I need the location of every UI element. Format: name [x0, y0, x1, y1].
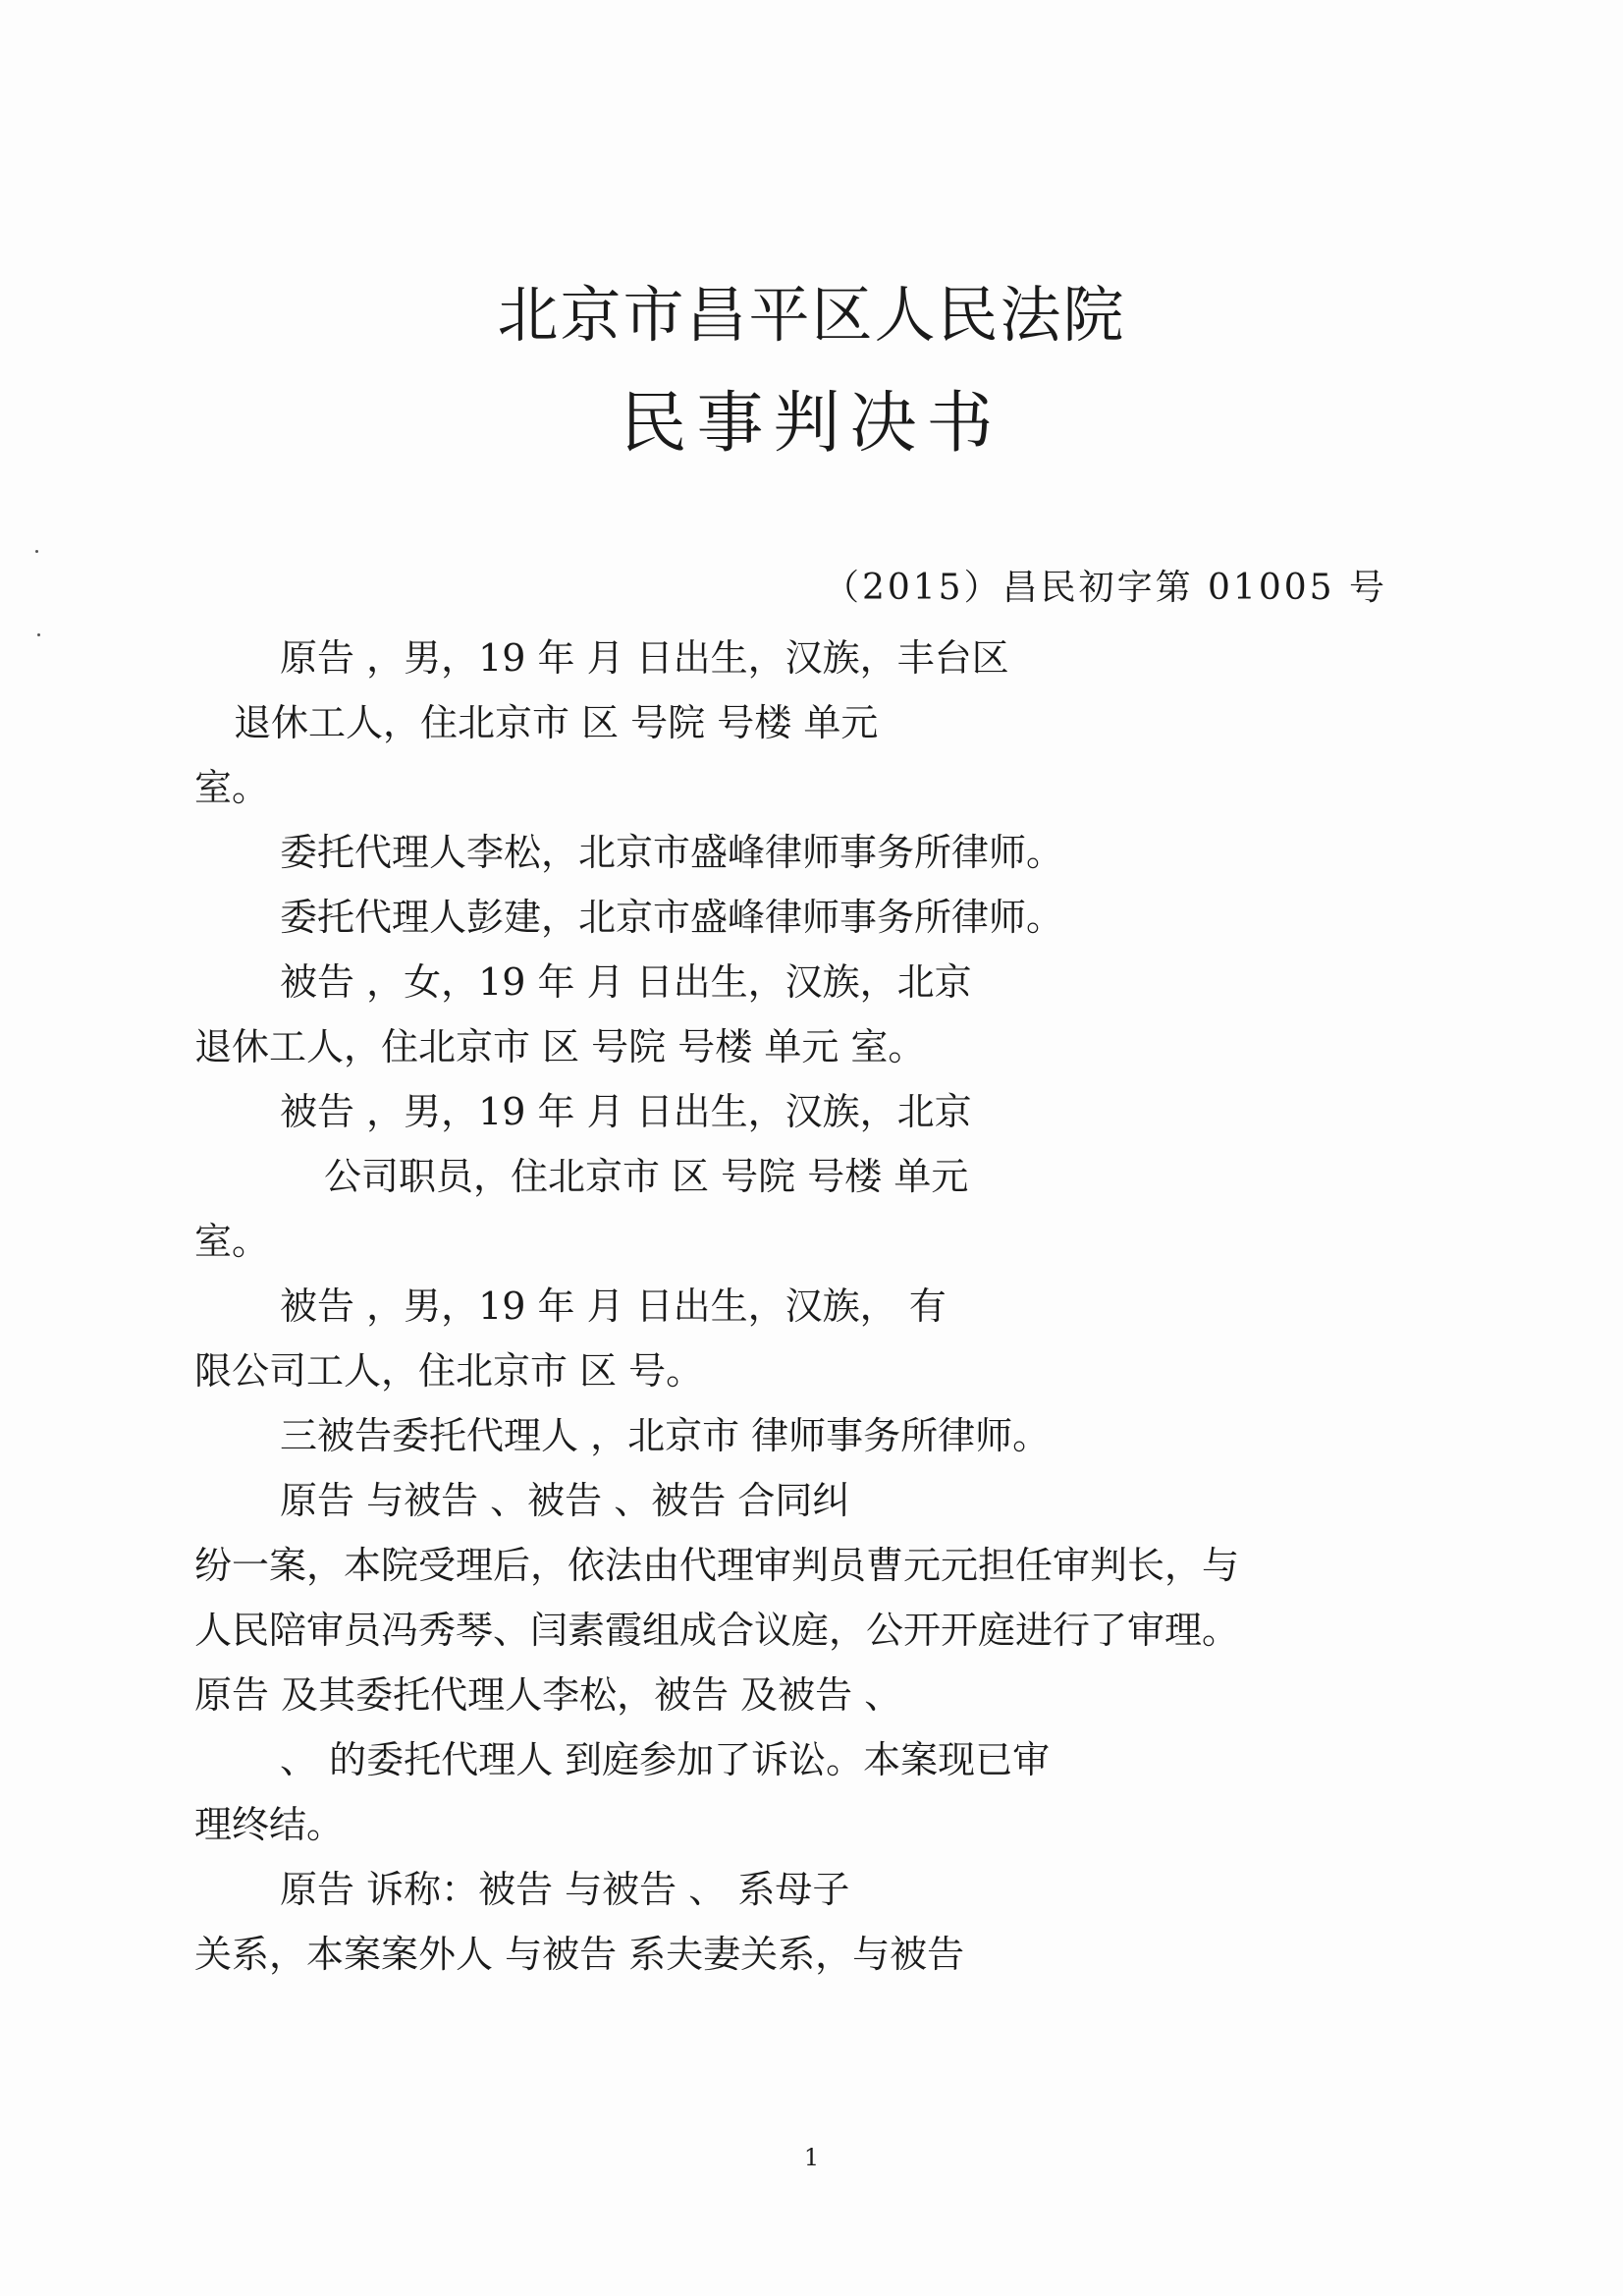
claim-line: 关系，本案案外人 与被告 系夫妻关系，与被告	[194, 1933, 965, 1976]
claim-line: 原告 诉称：被告 与被告 、 系母子	[280, 1868, 850, 1911]
defendant-2-address-end-line: 室。	[194, 1220, 270, 1263]
case-intro-line: 人民陪审员冯秀琴、闫素霞组成合议庭，公开开庭进行了审理。	[194, 1609, 1240, 1652]
case-intro-line: 理终结。	[194, 1803, 345, 1846]
plaintiff-address-end-line: 室。	[194, 766, 270, 809]
defendant-1-line: 被告 ，女，19 年 月 日出生，汉族，北京	[280, 960, 972, 1004]
scan-speck	[35, 550, 38, 553]
case-intro-line: 纷一案，本院受理后，依法由代理审判员曹元元担任审判长，与	[194, 1544, 1240, 1587]
agent-li-line: 委托代理人李松，北京市盛峰律师事务所律师。	[280, 831, 1064, 874]
defendant-3-line: 被告 ，男，19 年 月 日出生，汉族， 有	[280, 1285, 947, 1328]
defendant-3-address-line: 限公司工人，住北京市 区 号。	[194, 1349, 704, 1393]
defendant-2-line: 被告 ，男，19 年 月 日出生，汉族，北京	[280, 1090, 972, 1133]
plaintiff-line: 原告 ，男，19 年 月 日出生，汉族，丰台区	[280, 636, 1009, 680]
defendant-1-address-line: 退休工人，住北京市 区 号院 号楼 单元 室。	[194, 1025, 926, 1068]
document-title: 民事判决书	[620, 385, 1003, 463]
scan-speck	[37, 633, 40, 636]
court-name: 北京市昌平区人民法院	[497, 279, 1126, 351]
case-number: （2015）昌民初字第 01005 号	[823, 568, 1387, 608]
page-number: 1	[803, 2144, 820, 2171]
defendants-agent-line: 三被告委托代理人 ，北京市 律师事务所律师。	[280, 1414, 1051, 1457]
plaintiff-address-line: 退休工人，住北京市 区 号院 号楼 单元	[234, 701, 879, 744]
defendant-2-address-line: 公司职员，住北京市 区 号院 号楼 单元	[324, 1155, 969, 1198]
case-intro-line: 原告 与被告 、被告 、被告 合同纠	[280, 1479, 850, 1522]
case-intro-line: 原告 及其委托代理人李松，被告 及被告 、	[194, 1673, 902, 1717]
case-intro-line: 、 的委托代理人 到庭参加了诉讼。本案现已审	[280, 1738, 1051, 1781]
agent-peng-line: 委托代理人彭建，北京市盛峰律师事务所律师。	[280, 896, 1064, 939]
